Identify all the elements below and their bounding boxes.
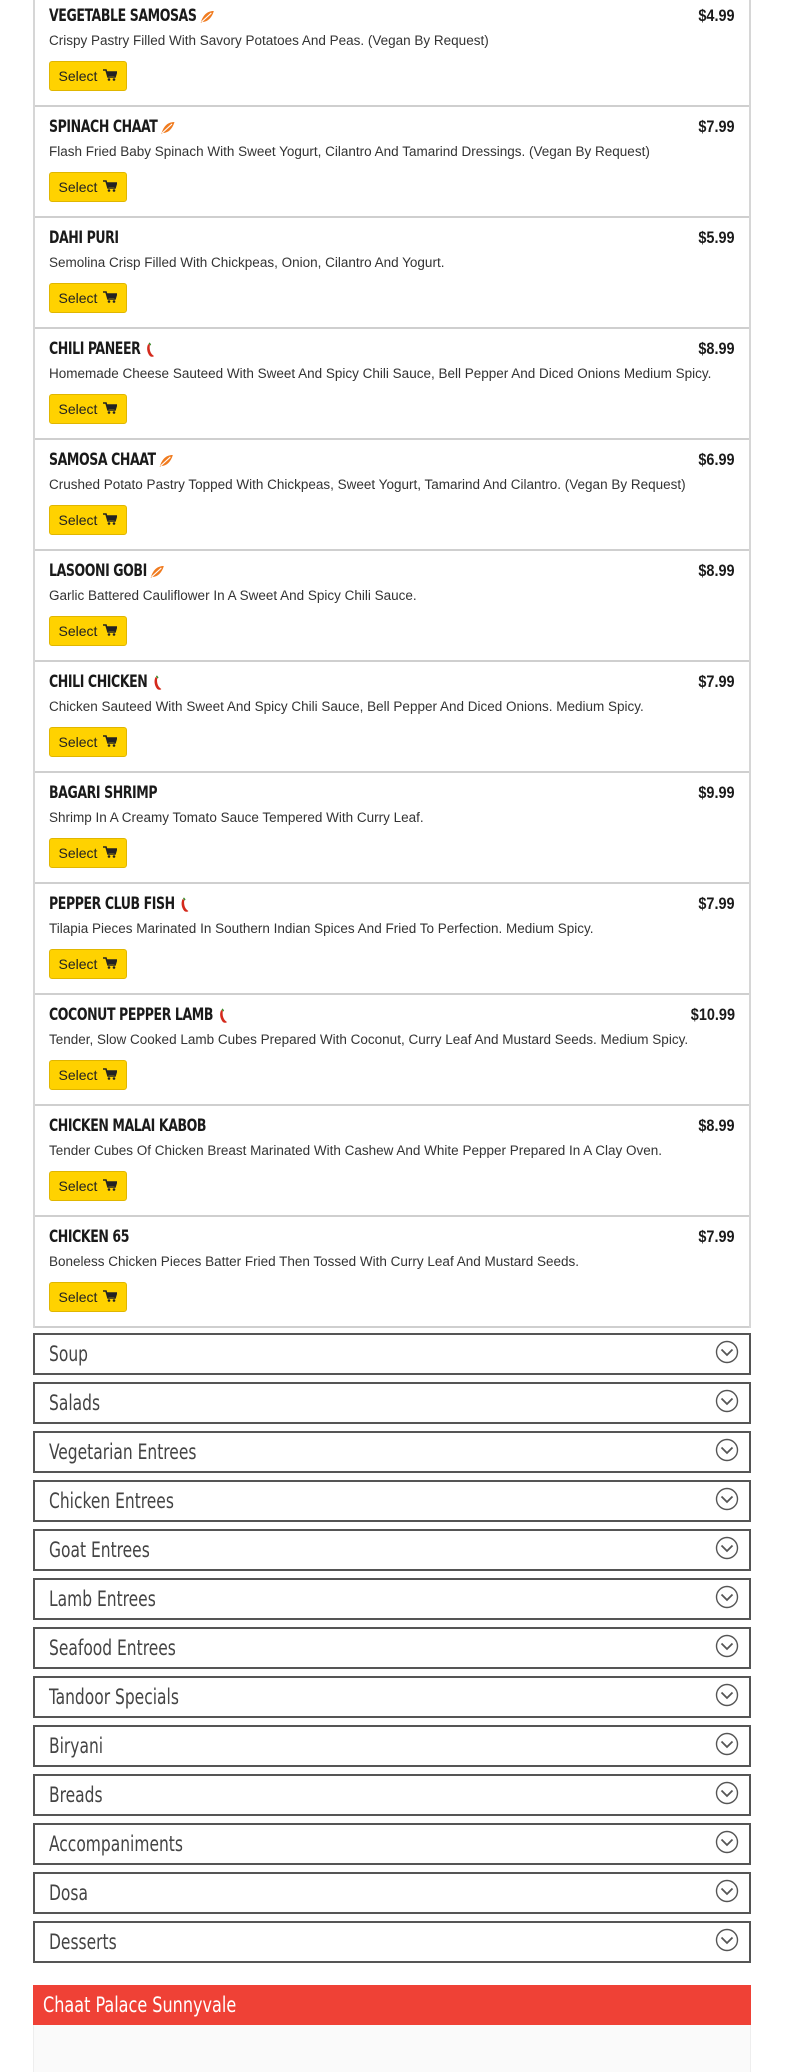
category-label: Vegetarian Entrees <box>49 1440 197 1464</box>
select-label: Select <box>58 1289 98 1305</box>
category-label: Soup <box>49 1342 88 1366</box>
item-name-row <box>49 228 119 248</box>
item-price: $10.99 <box>690 1005 735 1024</box>
item-description: Chicken Sauteed With Sweet And Spicy Chili Sauce, Bell Pepper And Diced Onions. Medium Spicy. <box>49 699 644 714</box>
item-price: $4.99 <box>698 6 735 25</box>
location-panel <box>33 2025 751 2072</box>
item-name: PEPPER CLUB FISH <box>49 894 175 914</box>
chevron-down-icon <box>715 1781 739 1810</box>
chevron-down-icon <box>715 1732 739 1761</box>
chevron-down-icon <box>715 1634 739 1663</box>
vegan-leaf-icon <box>200 9 216 23</box>
select-label: Select <box>58 68 98 84</box>
vegan-leaf-icon <box>161 120 177 134</box>
menu-item <box>35 662 749 773</box>
item-price: $9.99 <box>698 783 735 802</box>
select-button[interactable] <box>49 505 127 535</box>
chevron-down-icon <box>715 1683 739 1712</box>
menu-item <box>35 551 749 662</box>
category-accordion[interactable] <box>33 1676 751 1718</box>
category-label: Accompaniments <box>49 1832 183 1856</box>
menu-item <box>35 773 749 884</box>
menu-item <box>35 995 749 1106</box>
menu-item <box>35 884 749 995</box>
chili-pepper-icon <box>151 675 167 689</box>
item-name: CHICKEN 65 <box>49 1227 130 1247</box>
chevron-down-icon <box>715 1389 739 1418</box>
item-name: CHILI PANEER <box>49 339 141 359</box>
item-description: Semolina Crisp Filled With Chickpeas, Onion, Cilantro And Yogurt. <box>49 255 445 270</box>
category-label: Biryani <box>49 1734 104 1758</box>
item-name-row <box>49 1005 233 1025</box>
cart-icon <box>103 401 117 417</box>
item-name-row <box>49 339 160 359</box>
location-title: Chaat Palace Sunnyvale <box>43 1993 237 2017</box>
menu-item <box>35 329 749 440</box>
menu-item <box>35 440 749 551</box>
category-label: Salads <box>49 1391 101 1415</box>
menu-item <box>35 1217 749 1328</box>
select-label: Select <box>58 1178 98 1194</box>
chevron-down-icon <box>715 1536 739 1565</box>
category-list <box>33 1333 751 1970</box>
category-accordion[interactable] <box>33 1627 751 1669</box>
select-button[interactable] <box>49 838 127 868</box>
category-label: Goat Entrees <box>49 1538 150 1562</box>
item-price: $7.99 <box>698 1227 735 1246</box>
item-name-row <box>49 117 177 137</box>
select-button[interactable] <box>49 616 127 646</box>
item-description: Flash Fried Baby Spinach With Sweet Yogurt, Cilantro And Tamarind Dressings. (Vegan By Request) <box>49 144 650 159</box>
select-button[interactable] <box>49 1282 127 1312</box>
item-name: VEGETABLE SAMOSAS <box>49 6 197 26</box>
item-description: Tender Cubes Of Chicken Breast Marinated With Cashew And White Pepper Prepared In A Clay Oven. <box>49 1143 663 1158</box>
select-button[interactable] <box>49 1060 127 1090</box>
cart-icon <box>103 956 117 972</box>
item-price: $8.99 <box>698 339 735 358</box>
select-button[interactable] <box>49 394 127 424</box>
item-price: $6.99 <box>698 450 735 469</box>
item-name: DAHI PURI <box>49 228 119 248</box>
item-description: Shrimp In A Creamy Tomato Sauce Tempered With Curry Leaf. <box>49 810 424 825</box>
category-accordion[interactable] <box>33 1431 751 1473</box>
select-button[interactable] <box>49 1171 127 1201</box>
category-accordion[interactable] <box>33 1578 751 1620</box>
category-label: Dosa <box>49 1881 88 1905</box>
select-button[interactable] <box>49 61 127 91</box>
select-label: Select <box>58 401 98 417</box>
chevron-down-icon <box>715 1830 739 1859</box>
select-label: Select <box>58 623 98 639</box>
cart-icon <box>103 1178 117 1194</box>
cart-icon <box>103 845 117 861</box>
category-accordion[interactable] <box>33 1872 751 1914</box>
item-description: Boneless Chicken Pieces Batter Fried Then Tossed With Curry Leaf And Mustard Seeds. <box>49 1254 580 1269</box>
category-label: Desserts <box>49 1930 117 1954</box>
item-description: Tender, Slow Cooked Lamb Cubes Prepared With Coconut, Curry Leaf And Mustard Seeds. Medium Spicy. <box>49 1032 689 1047</box>
vegan-leaf-icon <box>150 564 166 578</box>
item-name-row <box>49 6 216 26</box>
category-accordion[interactable] <box>33 1774 751 1816</box>
item-name: LASOONI GOBI <box>49 561 147 581</box>
category-accordion[interactable] <box>33 1725 751 1767</box>
select-label: Select <box>58 290 98 306</box>
item-description: Homemade Cheese Sauteed With Sweet And Spicy Chili Sauce, Bell Pepper And Diced Onions Medium Spicy. <box>49 366 712 381</box>
item-price: $8.99 <box>698 561 735 580</box>
item-name-row <box>49 450 175 470</box>
select-label: Select <box>58 1067 98 1083</box>
chevron-down-icon <box>715 1340 739 1369</box>
item-name: COCONUT PEPPER LAMB <box>49 1005 213 1025</box>
menu-item <box>35 107 749 218</box>
category-accordion[interactable] <box>33 1823 751 1865</box>
chevron-down-icon <box>715 1928 739 1957</box>
menu-item <box>35 218 749 329</box>
item-name: CHICKEN MALAI KABOB <box>49 1116 207 1136</box>
item-name-row <box>49 894 194 914</box>
menu-item <box>35 1106 749 1217</box>
category-label: Chicken Entrees <box>49 1489 174 1513</box>
item-price: $5.99 <box>698 228 735 247</box>
category-accordion[interactable] <box>33 1921 751 1963</box>
select-label: Select <box>58 512 98 528</box>
select-label: Select <box>58 845 98 861</box>
item-description: Crispy Pastry Filled With Savory Potatoes And Peas. (Vegan By Request) <box>49 33 489 48</box>
select-label: Select <box>58 956 98 972</box>
category-label: Seafood Entrees <box>49 1636 176 1660</box>
item-name: BAGARI SHRIMP <box>49 783 158 803</box>
location-header <box>33 1985 751 2025</box>
chevron-down-icon <box>715 1879 739 1908</box>
item-name: CHILI CHICKEN <box>49 672 148 692</box>
item-price: $7.99 <box>698 894 735 913</box>
category-label: Lamb Entrees <box>49 1587 156 1611</box>
select-button[interactable] <box>49 172 127 202</box>
cart-icon <box>103 623 117 639</box>
cart-icon <box>103 1289 117 1305</box>
item-price: $8.99 <box>698 1116 735 1135</box>
category-accordion[interactable] <box>33 1333 751 1375</box>
cart-icon <box>103 1067 117 1083</box>
item-name-row <box>49 561 167 581</box>
chevron-down-icon <box>715 1585 739 1614</box>
item-name-row <box>49 1116 206 1136</box>
item-name-row <box>49 1227 129 1247</box>
category-label: Breads <box>49 1783 103 1807</box>
item-name: SAMOSA CHAAT <box>49 450 156 470</box>
cart-icon <box>103 512 117 528</box>
item-price: $7.99 <box>698 672 735 691</box>
category-accordion[interactable] <box>33 1529 751 1571</box>
chili-pepper-icon <box>216 1008 232 1022</box>
cart-icon <box>103 68 117 84</box>
menu-item-list <box>33 0 751 1328</box>
chevron-down-icon <box>715 1487 739 1516</box>
select-button[interactable] <box>49 727 127 757</box>
item-description: Tilapia Pieces Marinated In Southern Indian Spices And Fried To Perfection. Medium Spicy. <box>49 921 594 936</box>
cart-icon <box>103 734 117 750</box>
select-button[interactable] <box>49 283 127 313</box>
chili-pepper-icon <box>178 897 194 911</box>
select-label: Select <box>58 734 98 750</box>
vegan-leaf-icon <box>159 453 175 467</box>
item-description: Garlic Battered Cauliflower In A Sweet And Spicy Chili Sauce. <box>49 588 417 603</box>
chili-pepper-icon <box>144 342 160 356</box>
select-label: Select <box>58 179 98 195</box>
cart-icon <box>103 179 117 195</box>
category-accordion[interactable] <box>33 1480 751 1522</box>
cart-icon <box>103 290 117 306</box>
item-name: SPINACH CHAAT <box>49 117 158 137</box>
item-name-row <box>49 783 157 803</box>
chevron-down-icon <box>715 1438 739 1467</box>
select-button[interactable] <box>49 949 127 979</box>
item-name-row <box>49 672 167 692</box>
item-description: Crushed Potato Pastry Topped With Chickpeas, Sweet Yogurt, Tamarind And Cilantro. (Vegan By Request) <box>49 477 686 492</box>
item-price: $7.99 <box>698 117 735 136</box>
category-accordion[interactable] <box>33 1382 751 1424</box>
menu-item <box>35 0 749 107</box>
category-label: Tandoor Specials <box>49 1685 179 1709</box>
